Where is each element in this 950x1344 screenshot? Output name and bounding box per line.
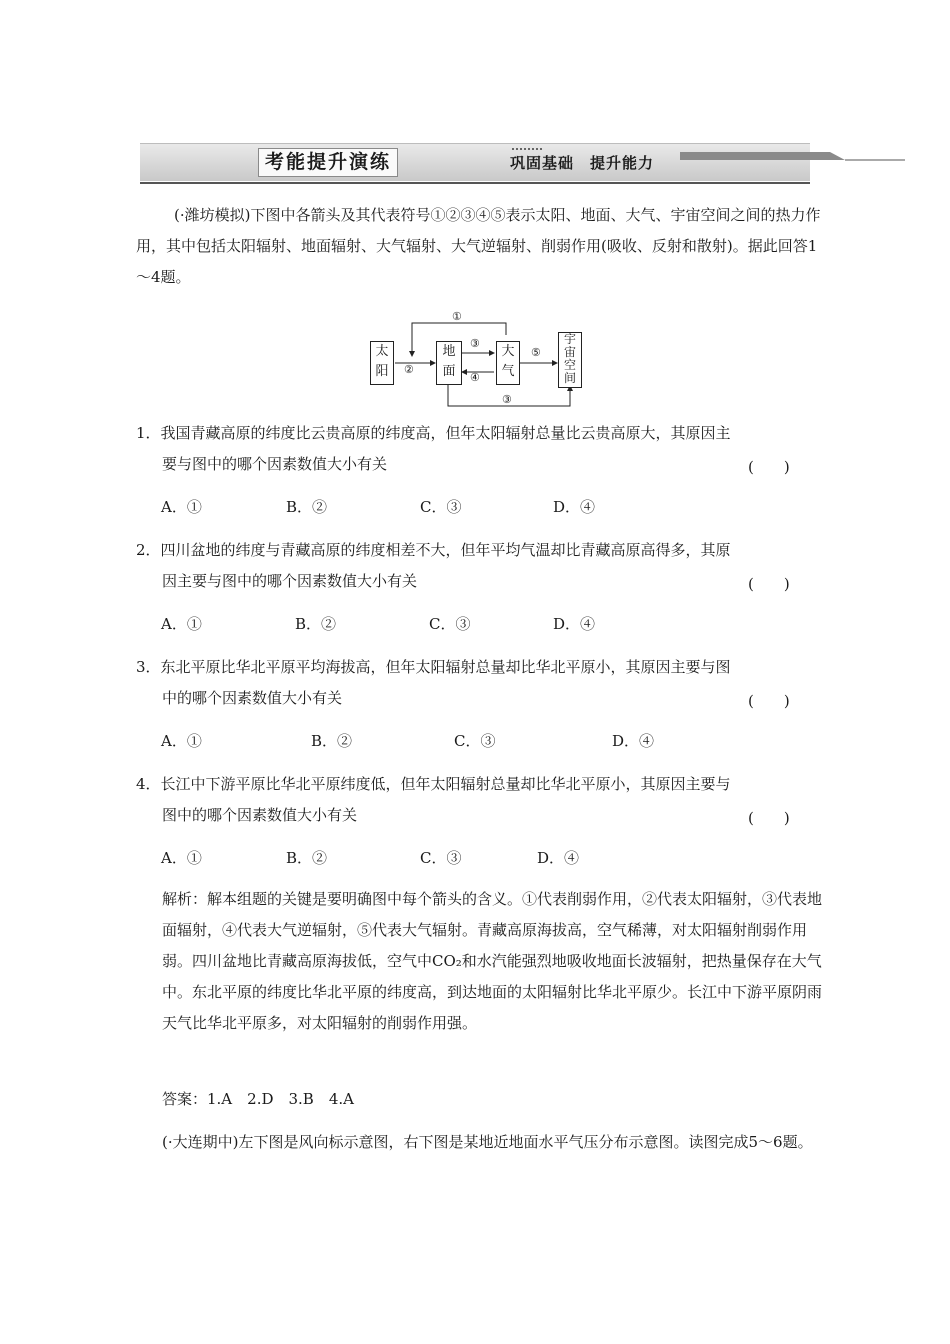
arrow-label-4: ④	[470, 371, 480, 384]
arrow-label-3-bottom: ③	[502, 393, 512, 406]
answer-blank-4: ( )	[748, 809, 790, 827]
q1-option-a: A．①	[161, 498, 202, 516]
atmosphere-label-2: 气	[501, 364, 515, 379]
space-label-4: 间	[563, 371, 576, 385]
question-1-line-1: 1．我国青藏高原的纬度比云贵高原的纬度高，但年太阳辐射总量比云贵高原大，其原因主	[136, 424, 731, 442]
q2-option-b: B．②	[295, 615, 337, 633]
ground-label-1: 地	[442, 344, 456, 359]
banner-arrow-decoration	[660, 152, 910, 165]
q1-option-b: B．②	[286, 498, 328, 516]
q4-option-d: D．④	[537, 849, 580, 867]
section-banner	[140, 143, 810, 183]
banner-underline	[140, 182, 810, 184]
analysis-paragraph: 解析：解本组题的关键是要明确图中每个箭头的含义。①代表削弱作用，②代表太阳辐射，③代表地面辐射，④代表大气逆辐射，⑤代表大气辐射。青藏高原海拔高，空气稀薄，对太阳辐射削弱作用弱。四川盆地比青藏高原海拔低，空气中CO₂和水汽能强烈地吸收地面长波辐射，把热量保存在大气中。东北平原的纬度比华北平原的纬度高，到达地面的太阳辐射比华北平原少。长江中下游平原阴雨天气比华北平原多，对太阳辐射的削弱作用强。	[162, 890, 823, 1032]
banner-subtitle: 巩固基础 提升能力	[510, 154, 655, 172]
atmosphere-box	[496, 341, 520, 385]
intro-paragraph-2: (·大连期中)左下图是风向标示意图，右下图是某地近地面水平气压分布示意图。读图完成5～6题。	[162, 1133, 813, 1151]
arrow-label-5: ⑤	[531, 346, 541, 359]
question-4	[136, 769, 826, 831]
question-2-line-2: 因主要与图中的哪个因素数值大小有关	[162, 572, 418, 590]
space-label-2: 宙	[563, 345, 576, 359]
question-4-line-1: 4．长江中下游平原比华北平原纬度低，但年太阳辐射总量却比华北平原小，其原因主要与	[136, 775, 731, 793]
q4-option-b: B．②	[286, 849, 328, 867]
intro-paragraph: (·潍坊模拟)下图中各箭头及其代表符号①②③④⑤表示太阳、地面、大气、宇宙空间之间的热力作用，其中包括太阳辐射、地面辐射、大气辐射、大气逆辐射、削弱作用(吸收、反射和散射)。据此回答1～4题。	[136, 206, 821, 286]
diagram-arrows	[360, 310, 590, 410]
answer-blank-2: ( )	[748, 575, 790, 593]
sun-box	[370, 341, 394, 385]
q3-option-c: C．③	[454, 732, 496, 750]
arrow-label-3: ③	[470, 337, 480, 350]
q1-option-d: D．④	[553, 498, 596, 516]
question-1-line-2: 要与图中的哪个因素数值大小有关	[162, 455, 388, 473]
heat-flow-diagram	[360, 310, 590, 410]
question-1	[136, 418, 826, 480]
q4-option-c: C．③	[420, 849, 462, 867]
atmosphere-label-1: 大	[501, 344, 515, 359]
ground-label-2: 面	[442, 364, 456, 379]
q1-option-c: C．③	[420, 498, 462, 516]
answer-blank-3: ( )	[748, 692, 790, 710]
question-3	[136, 652, 826, 714]
q3-option-a: A．①	[161, 732, 202, 750]
q2-option-d: D．④	[553, 615, 596, 633]
q2-option-a: A．①	[161, 615, 202, 633]
space-label-3: 空	[563, 358, 576, 372]
space-box	[558, 332, 582, 388]
q3-option-d: D．④	[612, 732, 655, 750]
question-4-line-2: 图中的哪个因素数值大小有关	[162, 806, 358, 824]
q4-option-a: A．①	[161, 849, 202, 867]
question-3-line-2: 中的哪个因素数值大小有关	[162, 689, 343, 707]
answer-line: 答案：1.A 2.D 3.B 4.A	[162, 1090, 354, 1108]
arrow-label-1: ①	[452, 310, 462, 323]
question-2	[136, 535, 826, 597]
q2-option-c: C．③	[429, 615, 471, 633]
arrow-label-2: ②	[404, 363, 414, 376]
ground-box	[436, 341, 462, 385]
sun-label-1: 太	[375, 344, 389, 359]
space-label-1: 宇	[563, 332, 576, 346]
answer-blank-1: ( )	[748, 458, 790, 476]
question-3-line-1: 3．东北平原比华北平原平均海拔高，但年太阳辐射总量却比华北平原小，其原因主要与图	[136, 658, 731, 676]
q3-option-b: B．②	[311, 732, 353, 750]
sun-label-2: 阳	[375, 364, 389, 379]
banner-title: 考能提升演练	[258, 148, 398, 177]
question-2-line-1: 2．四川盆地的纬度与青藏高原的纬度相差不大，但年平均气温却比青藏高原高得多，其原	[136, 541, 731, 559]
